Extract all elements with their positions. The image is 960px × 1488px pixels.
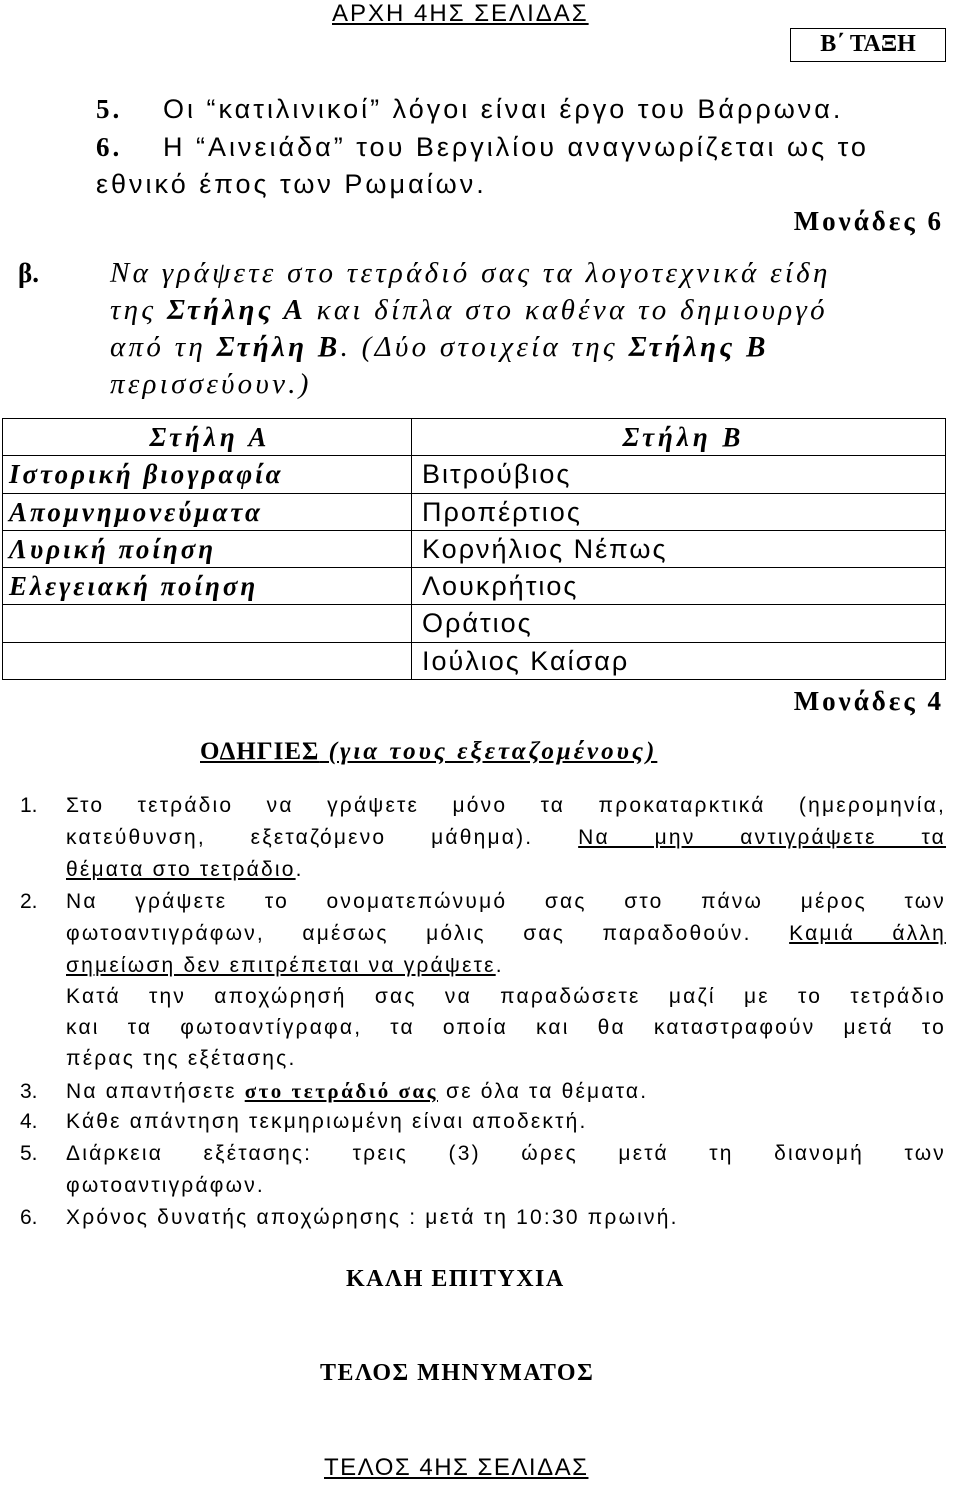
beta-line3-part-a: από τη [110, 331, 217, 363]
units-4: Μονάδες 4 [793, 686, 944, 716]
column-b-cell: Προπέρτιος [412, 493, 946, 530]
instruction-2-line1: 2. Να γράψετε το ονοματεπώνυμό σας στο πάνω μέρος των [20, 890, 946, 913]
question-6-text-line1: Η “Αινειάδα” του Βεργιλίου αναγνωρίζεται ως το [163, 132, 869, 162]
question-6 [96, 132, 122, 163]
question-beta-label: β. [18, 258, 39, 288]
column-b-cell: Λουκρήτιος [412, 568, 946, 605]
units-6: Μονάδες 6 [793, 206, 944, 236]
column-b-cell: Ιούλιος Καίσαρ [412, 642, 946, 679]
table-row [3, 530, 946, 567]
instruction-2-line5: και τα φωτοαντίγραφα, τα οποία και θα καταστραφούν μετά το [66, 1016, 946, 1039]
instructions-title-sub: (για τους εξεταζομένους) [319, 738, 658, 765]
instruction-2-line4: Κατά την αποχώρησή σας να παραδώσετε μαζί με το τετράδιο [66, 985, 946, 1008]
instruction-6: 6. Χρόνος δυνατής αποχώρησης : μετά τη 10:30 πρωινή. [20, 1206, 679, 1229]
instruction-5-line2: φωτοαντιγράφων. [66, 1174, 265, 1197]
question-5 [96, 94, 122, 125]
question-6-text-line2: εθνικό έπος των Ρωμαίων. [96, 169, 487, 199]
question-6-number: 6. [96, 132, 123, 162]
question-beta-line2 [110, 294, 828, 327]
column-b-cell: Οράτιος [412, 605, 946, 642]
question-5-number: 5. [96, 94, 123, 124]
instruction-1-line3: θέματα στο τετράδιο. [66, 858, 304, 881]
good-luck: ΚΑΛΗ ΕΠΙΤΥΧΙΑ [346, 1266, 565, 1292]
instructions-title [200, 738, 657, 766]
column-b-header: Στήλη Β [412, 419, 946, 456]
beta-line3-column-b-2: Στήλης Β [628, 331, 769, 363]
instruction-1-line1: 1. Στο τετράδιο να γράψετε μόνο τα προκαταρκτικά (ημερομηνία, [20, 794, 946, 817]
instruction-2-line2: φωτοαντιγράφων, αμέσως μόλις σας παραδοθούν. Καμιά άλλη [66, 922, 946, 945]
instruction-4: 4. Κάθε απάντηση τεκμηριωμένη είναι αποδεκτή. [20, 1110, 588, 1133]
beta-line3-part-c: . (Δύο στοιχεία της [340, 331, 629, 363]
instruction-5-line1: 5. Διάρκεια εξέτασης: τρεις (3) ώρες μετά τη διανομή των [20, 1142, 946, 1165]
question-5-text: Οι “κατιλινικοί” λόγοι είναι έργο του Βάρρωνα. [163, 94, 844, 124]
end-of-message: ΤΕΛΟΣ ΜΗΝΥΜΑΤΟΣ [320, 1360, 595, 1386]
instruction-3: 3. Να απαντήσετε στο τετράδιό σας σε όλα τα θέματα. [20, 1079, 649, 1103]
class-label-box: Β΄ ΤΑΞΗ [790, 28, 946, 62]
column-b-cell: Κορνήλιος Νέπως [412, 530, 946, 567]
column-a-cell: Λυρική ποίηση [3, 530, 412, 567]
beta-line2-part-a: της [110, 294, 167, 326]
table-header-row [3, 419, 946, 456]
table-row [3, 493, 946, 530]
table-row [3, 568, 946, 605]
instruction-1-line2: κατεύθυνση, εξεταζόμενο μάθημα). Να μην αντιγράψετε τα [66, 826, 947, 849]
page-end-footer: ΤΕΛΟΣ 4ΗΣ ΣΕΛΙΔΑΣ [324, 1454, 589, 1481]
column-a-cell: Ελεγειακή ποίηση [3, 568, 412, 605]
table-row [3, 642, 946, 679]
instruction-2-line3: σημείωση δεν επιτρέπεται να γράψετε. [66, 954, 504, 977]
beta-line2-column-a: Στήλης Α [166, 294, 307, 326]
instructions-title-main: ΟΔΗΓΙΕΣ [200, 738, 320, 765]
column-a-header: Στήλη Α [3, 419, 412, 456]
question-beta-line3 [110, 331, 769, 364]
beta-line2-part-c: και δίπλα στο καθένα το δημιουργό [306, 294, 828, 326]
instruction-2-line6: πέρας της εξέτασης. [66, 1047, 297, 1070]
column-a-cell [3, 642, 412, 679]
column-a-cell [3, 605, 412, 642]
table-row [3, 605, 946, 642]
question-beta-line1: Να γράψετε στο τετράδιό σας τα λογοτεχνικά είδη [110, 257, 831, 289]
column-a-cell: Ιστορική βιογραφία [3, 456, 412, 493]
matching-table [2, 418, 946, 680]
question-beta-line4: περισσεύουν.) [110, 368, 312, 400]
table-row [3, 456, 946, 493]
page-start-header: ΑΡΧΗ 4ΗΣ ΣΕΛΙΔΑΣ [332, 0, 589, 27]
column-b-cell: Βιτρούβιος [412, 456, 946, 493]
beta-line3-column-b: Στήλη Β [216, 331, 341, 363]
column-a-cell: Απομνημονεύματα [3, 493, 412, 530]
